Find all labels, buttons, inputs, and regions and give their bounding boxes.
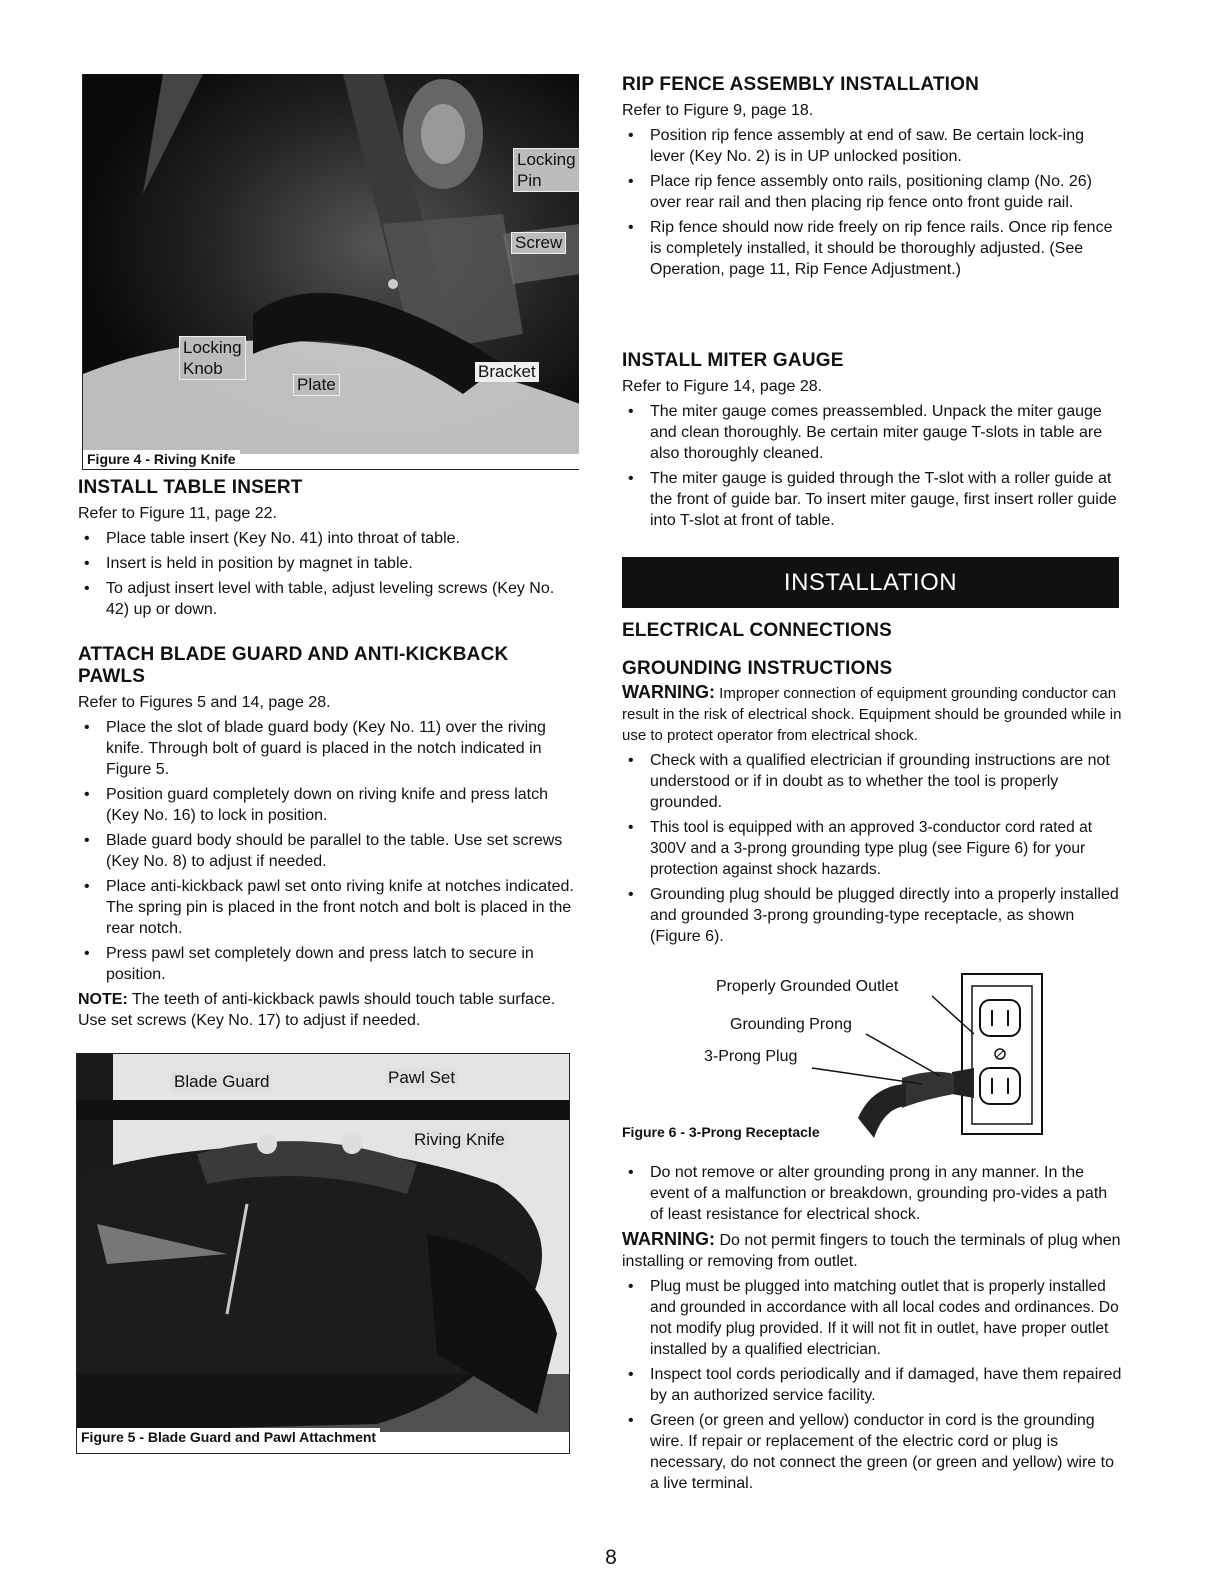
- list-item: • Place the slot of blade guard body (Key No. 11) over the riving knife. Through bolt of guard is placed in the notch indicated in Figure 5.: [78, 717, 580, 780]
- label-blade-guard: Blade Guard: [171, 1072, 272, 1092]
- label-plate: Plate: [293, 374, 340, 396]
- list-item: • Inspect tool cords periodically and if damaged, have them repaired by an authorized service facility.: [622, 1364, 1122, 1406]
- install-table-insert-title: INSTALL TABLE INSERT: [78, 477, 303, 498]
- list-item: • Insert is held in position by magnet in table.: [78, 553, 580, 574]
- grounding-instructions-title: GROUNDING INSTRUCTIONS: [622, 658, 893, 679]
- attach-blade-guard-list: [78, 717, 580, 985]
- note-label: NOTE:: [78, 991, 128, 1008]
- list-item: • Position rip fence assembly at end of saw. Be certain lock-ing lever (Key No. 2) is in UP unlocked position.: [622, 125, 1122, 167]
- warning-1-label: WARNING:: [622, 682, 715, 702]
- install-table-insert-section: [78, 477, 580, 624]
- miter-gauge-section: [622, 350, 1122, 535]
- warning-1: [622, 682, 1122, 746]
- warning-1-text: Improper connection of equipment grounding conductor can result in the risk of electrical shock. Equipment should be grounded while in use to protect operator from electrical shock.: [622, 685, 1122, 744]
- rip-fence-title: RIP FENCE ASSEMBLY INSTALLATION: [622, 74, 980, 95]
- label-pawl-set: Pawl Set: [385, 1068, 458, 1088]
- grounding-list-2: [622, 1162, 1122, 1225]
- figure-5: [76, 1053, 570, 1454]
- attach-blade-guard-ref: Refer to Figures 5 and 14, page 28.: [78, 694, 331, 711]
- miter-gauge-title: INSTALL MITER GAUGE: [622, 350, 844, 371]
- list-item: • This tool is equipped with an approved 3-conductor cord rated at 300V and a 3-prong grounding type plug (see Figure 6) for your protection against shock hazards.: [622, 817, 1122, 880]
- warning-2-label: WARNING:: [622, 1229, 715, 1249]
- label-properly-grounded-outlet: Properly Grounded Outlet: [716, 978, 899, 995]
- label-screw: Screw: [511, 232, 566, 254]
- attach-blade-guard-section: [78, 644, 580, 1031]
- figure-4: [82, 74, 579, 470]
- warning-2: [622, 1229, 1122, 1272]
- riving-knife-photo: [83, 74, 579, 454]
- figure-5-photo: [77, 1054, 570, 1432]
- figure-5-caption: Figure 5 - Blade Guard and Pawl Attachment: [77, 1428, 380, 1446]
- figure-6: [622, 968, 1122, 1148]
- list-item: • The miter gauge is guided through the T-slot with a roller guide at the front of guide bar. To insert miter gauge, first insert roller guide into T-slot at front of table.: [622, 468, 1122, 531]
- figure-4-photo: [83, 74, 579, 454]
- figure-6-caption: Figure 6 - 3-Prong Receptacle: [622, 1124, 820, 1140]
- electrical-connections-title: ELECTRICAL CONNECTIONS: [622, 620, 893, 641]
- label-grounding-prong: Grounding Prong: [730, 1016, 852, 1033]
- list-item: • Do not remove or alter grounding prong in any manner. In the event of a malfunction or breakdown, grounding pro-vides a path of least resistance for electrical shock.: [622, 1162, 1122, 1225]
- grounding-list-1: [622, 750, 1122, 947]
- electrical-section-continued: [622, 1158, 1122, 1498]
- list-item: • Position guard completely down on riving knife and press latch (Key No. 16) to lock in position.: [78, 784, 580, 826]
- label-locking-knob: Locking Knob: [179, 336, 246, 380]
- installation-banner: INSTALLATION: [622, 557, 1119, 608]
- rip-fence-list: [622, 125, 1122, 280]
- list-item: • To adjust insert level with table, adjust leveling screws (Key No. 42) up or down.: [78, 578, 580, 620]
- list-item: • Press pawl set completely down and press latch to secure in position.: [78, 943, 580, 985]
- blade-guard-note: [78, 989, 580, 1031]
- list-item: • Rip fence should now ride freely on rip fence rails. Once rip fence is completely installed, it should be thoroughly adjusted. (See Operation, page 11, Rip Fence Adjustment.): [622, 217, 1122, 280]
- electrical-section: [622, 620, 1122, 951]
- list-item: • Place table insert (Key No. 41) into throat of table.: [78, 528, 580, 549]
- list-item: • Check with a qualified electrician if grounding instructions are not understood or if in doubt as to whether the tool is properly grounded.: [622, 750, 1122, 813]
- figure-4-caption: Figure 4 - Riving Knife: [83, 450, 240, 468]
- page-number: 8: [605, 1546, 617, 1569]
- note-text: The teeth of anti-kickback pawls should touch table surface. Use set screws (Key No. 17) to adjust if needed.: [78, 991, 556, 1029]
- label-3-prong-plug: 3-Prong Plug: [704, 1048, 798, 1065]
- list-item: • Place anti-kickback pawl set onto riving knife at notches indicated. The spring pin is placed in the front notch and bolt is placed in the rear notch.: [78, 876, 580, 939]
- label-riving-knife: Riving Knife: [411, 1130, 508, 1150]
- list-item: • Green (or green and yellow) conductor in cord is the grounding wire. If repair or replacement of the electric cord or plug is necessary, do not connect the green (or green and yellow) wire to a live terminal.: [622, 1410, 1122, 1494]
- blade-guard-photo: [77, 1054, 570, 1432]
- label-locking-pin: Locking Pin: [513, 148, 579, 192]
- list-item: • Grounding plug should be plugged directly into a properly installed and grounded 3-prong grounding-type receptacle, as shown (Figure 6).: [622, 884, 1122, 947]
- rip-fence-ref: Refer to Figure 9, page 18.: [622, 102, 814, 119]
- list-item: • Blade guard body should be parallel to the table. Use set screws (Key No. 8) to adjust if needed.: [78, 830, 580, 872]
- install-table-insert-ref: Refer to Figure 11, page 22.: [78, 505, 277, 522]
- grounding-list-3: [622, 1276, 1122, 1494]
- miter-gauge-ref: Refer to Figure 14, page 28.: [622, 378, 823, 395]
- list-item: • The miter gauge comes preassembled. Unpack the miter gauge and clean thoroughly. Be certain miter gauge T-slots in table are also thoroughly cleaned.: [622, 401, 1122, 464]
- attach-blade-guard-title: ATTACH BLADE GUARD AND ANTI-KICKBACK PAWLS: [78, 644, 509, 687]
- list-item: • Place rip fence assembly onto rails, positioning clamp (No. 26) over rear rail and then placing rip fence onto front guide rail.: [622, 171, 1122, 213]
- warning-2-text: Do not permit fingers to touch the terminals of plug when installing or removing from outlet.: [622, 1232, 1121, 1270]
- list-item: • Plug must be plugged into matching outlet that is properly installed and grounded in accordance with all local codes and ordinances. Do not modify plug provided. If it will not fit in outlet, have proper outlet installed by a qualified electrician.: [622, 1276, 1122, 1360]
- rip-fence-section: [622, 74, 1122, 284]
- label-bracket: Bracket: [475, 362, 539, 382]
- miter-gauge-list: [622, 401, 1122, 531]
- install-table-insert-list: [78, 528, 580, 620]
